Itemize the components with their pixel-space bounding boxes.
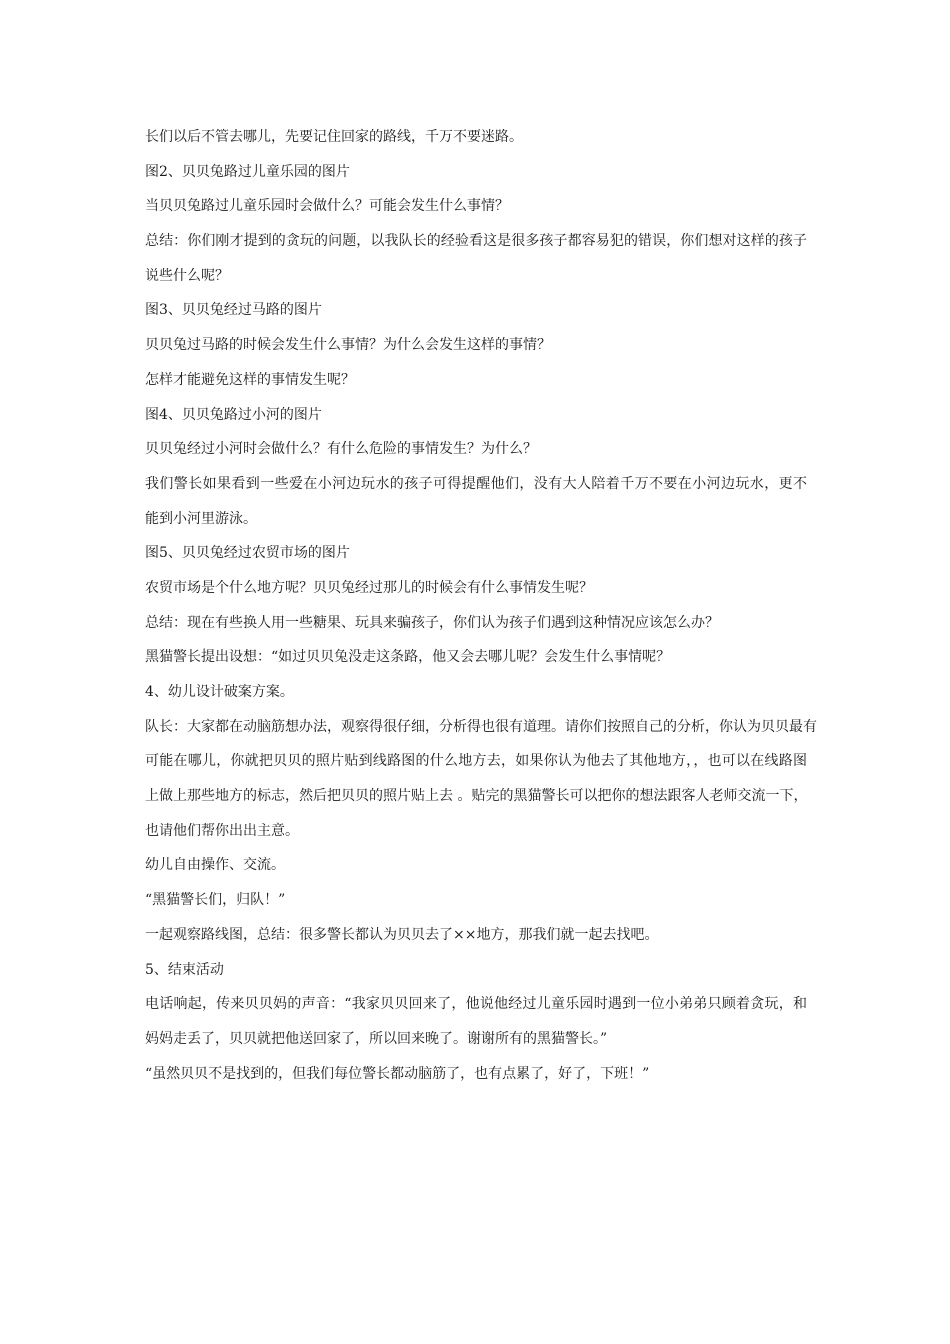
figure-heading: 图5、贝贝兔经过农贸市场的图片: [145, 545, 350, 562]
figure-heading: 图4、贝贝兔路过小河的图片: [145, 406, 322, 423]
text-line: “黑猫警长们，归队！”: [145, 892, 286, 909]
text-line: 农贸市场是个什么地方呢？贝贝兔经过那儿的时候会有什么事情发生呢？: [145, 579, 593, 596]
text-line: 我们警长如果看到一些爱在小河边玩水的孩子可得提醒他们，没有大人陪着千万不要在小河边玩水，更不: [145, 475, 807, 492]
text-line: 也请他们帮你出出主意。: [145, 822, 299, 839]
text-line: 一起观察路线图，总结：很多警长都认为贝贝去了××地方，那我们就一起去找吧。: [145, 926, 659, 943]
section-heading: 4、幼儿设计破案方案。: [145, 684, 294, 700]
text-line: 说些什么呢？: [145, 267, 229, 284]
text-line: 贝贝兔经过小河时会做什么？有什么危险的事情发生？为什么？: [145, 441, 537, 458]
text-line: 当贝贝兔路过儿童乐园时会做什么？可能会发生什么事情？: [145, 198, 509, 215]
text-line: 队长：大家都在动脑筋想办法，观察得很仔细，分析得也很有道理。请你们按照自己的分析，你认为贝贝最有: [145, 718, 817, 735]
text-line: 黑猫警长提出设想：“如过贝贝兔没走这条路，他又会去哪儿呢？会发生什么事情呢？: [145, 649, 671, 666]
text-line: 幼儿自由操作、交流。: [145, 857, 285, 874]
section-heading: 5、结束活动: [145, 961, 224, 978]
text-line: “虽然贝贝不是找到的，但我们每位警长都动脑筋了，也有点累了，好了，下班！”: [145, 1065, 650, 1082]
text-line: 妈妈走丢了，贝贝就把他送回家了，所以回来晚了。谢谢所有的黑猫警长。”: [145, 1030, 608, 1047]
text-line: 长们以后不管去哪儿，先要记住回家的路线，千万不要迷路。: [145, 129, 523, 145]
figure-heading: 图3、贝贝兔经过马路的图片: [145, 302, 322, 319]
text-line: 上做上那些地方的标志，然后把贝贝的照片贴上去 。贴完的黑猫警长可以把你的想法跟客人老师交流一下，: [145, 788, 808, 805]
document-body: [145, 124, 817, 1095]
text-line: 电话响起，传来贝贝妈的声音：“我家贝贝回来了，他说他经过儿童乐园时遇到一位小弟弟只顾着贪玩，和: [145, 996, 807, 1013]
text-line: 怎样才能避免这样的事情发生呢？: [145, 371, 355, 388]
text-line: 可能在哪儿，你就把贝贝的照片贴到线路图的什么地方去，如果你认为他去了其他地方，，也可以在线路图: [145, 753, 807, 770]
text-line: 总结：你们刚才提到的贪玩的问题，以我队长的经验看这是很多孩子都容易犯的错误，你们想对这样的孩子: [145, 233, 807, 250]
figure-heading: 图2、贝贝兔路过儿童乐园的图片: [145, 163, 350, 180]
text-line: 总结：现在有些换人用一些糖果、玩具来骗孩子，你们认为孩子们遇到这种情况应该怎么办？: [145, 614, 719, 631]
text-line: 贝贝兔过马路的时候会发生什么事情？为什么会发生这样的事情？: [145, 337, 551, 354]
text-line: 能到小河里游泳。: [145, 510, 257, 527]
